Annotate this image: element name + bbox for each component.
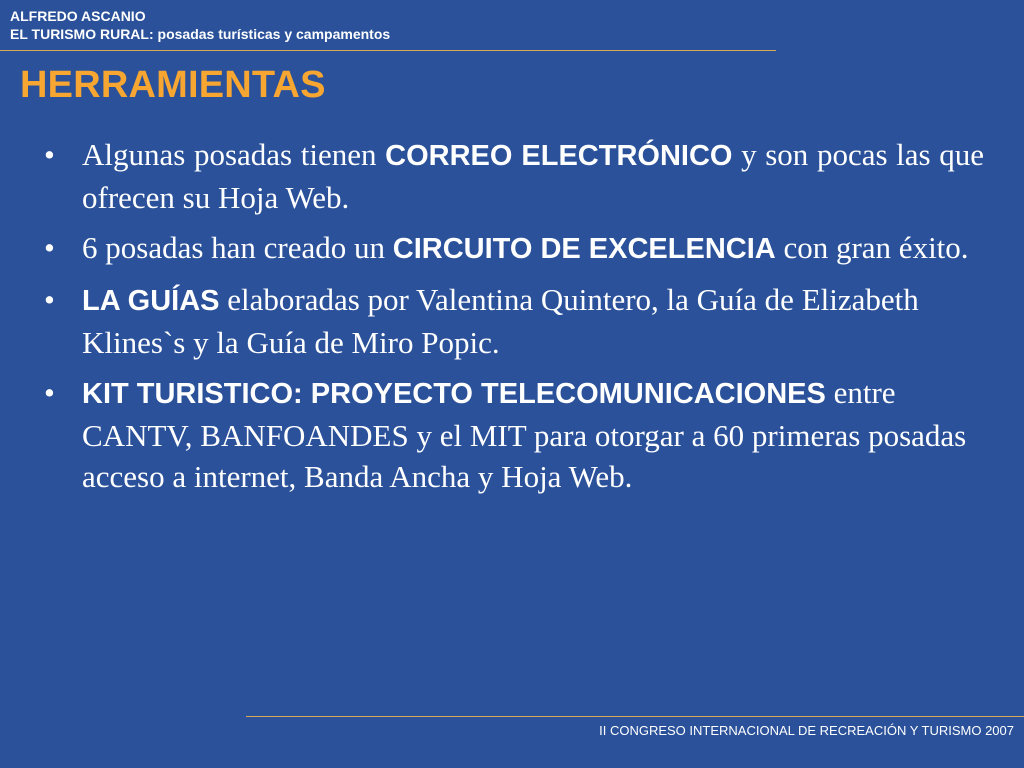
bullet-text-after: con gran éxito.	[775, 230, 969, 265]
bullet-symbol: •	[44, 375, 55, 410]
subtitle-rest: posadas turísticas y campamentos	[153, 26, 391, 42]
author-name: ALFREDO ASCANIO	[10, 8, 146, 24]
slide-title: HERRAMIENTAS	[20, 64, 326, 106]
bullet-text-after: y son pocas las que ofrecen su Hoja Web.	[82, 137, 985, 215]
bullet-symbol: •	[44, 230, 55, 265]
bullet-symbol: •	[44, 137, 55, 172]
presentation-subtitle	[10, 25, 390, 43]
bullet-item	[44, 227, 984, 270]
bullet-emphasis: LA GUÍAS	[82, 285, 220, 317]
bullet-emphasis: KIT TURISTICO: PROYECTO TELECOMUNICACIONES	[82, 378, 826, 410]
footer-divider	[246, 716, 1024, 717]
bullet-symbol: •	[44, 282, 55, 317]
slide-header	[10, 7, 390, 43]
bullet-emphasis: CIRCUITO DE EXCELENCIA	[392, 233, 776, 265]
bullet-emphasis: CORREO ELECTRÓNICO	[385, 140, 733, 172]
bullet-text-after: elaboradas por Valentina Quintero, la Guía de Elizabeth Klines`s y la Guía de Miro Popic.	[82, 282, 919, 360]
slide-footer: II CONGRESO INTERNACIONAL DE RECREACIÓN Y TURISMO 2007	[599, 723, 1014, 738]
bullet-text-before: Algunas posadas tienen	[82, 137, 386, 172]
bullet-list	[44, 134, 984, 497]
subtitle-bold: EL TURISMO RURAL:	[10, 26, 154, 42]
bullet-text-before: 6 posadas han creado un	[82, 230, 393, 265]
bullet-text-after: entre CANTV, BANFOANDES y el MIT para otorgar a 60 primeras posadas acceso a internet, Banda Ancha y Hoja Web.	[82, 375, 967, 494]
bullet-item	[44, 372, 984, 497]
header-divider	[0, 50, 776, 51]
bullet-item	[44, 279, 984, 363]
bullet-item	[44, 134, 984, 218]
